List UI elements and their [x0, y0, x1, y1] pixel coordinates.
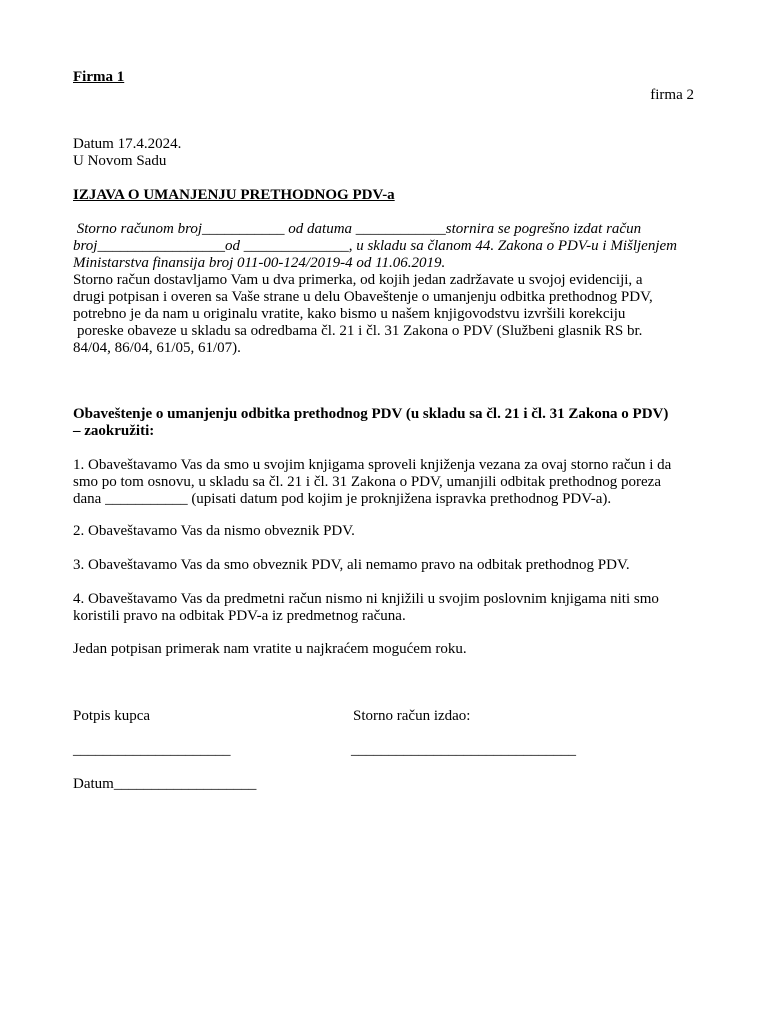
- document-date: Datum 17.4.2024.: [73, 136, 182, 152]
- option-1-line: smo po tom osnovu, u skladu sa čl. 21 i čl. 31 Zakona o PDV, umanjili odbitak prethodnog poreza: [73, 474, 661, 490]
- intro-italic-line: Storno računom broj___________ od datuma ____________stornira se pogrešno izdat račun: [73, 221, 642, 237]
- notice-heading-line: Obaveštenje o umanjenju odbitka prethodnog PDV (u skladu sa čl. 21 i čl. 31 Zakona o PDV): [73, 406, 669, 422]
- intro-paragraph-line: potrebno je da nam u originalu vratite, kako bismo u našem knjigovodstvu izvršili korekciju: [73, 306, 626, 322]
- issuer-signature-label: Storno račun izdao:: [353, 708, 471, 724]
- intro-paragraph-line: Storno račun dostavljamo Vam u dva primerka, od kojih jedan zadržavate u svojoj evidenciji, a: [73, 272, 643, 288]
- notice-heading-line: – zaokružiti:: [73, 423, 155, 439]
- intro-italic-line: broj_________________od ______________, u skladu sa članom 44. Zakona o PDV-u i Mišljenjem: [73, 238, 677, 254]
- buyer-signature-line: _____________________: [73, 742, 231, 758]
- document-title: IZJAVA O UMANJENJU PRETHODNOG PDV-a: [73, 187, 395, 203]
- option-4-line: koristili pravo na odbitak PDV-a iz predmetnog računa.: [73, 608, 406, 624]
- recipient-firm: firma 2: [650, 87, 694, 103]
- option-4-line: 4. Obaveštavamo Vas da predmetni račun nismo ni knjižili u svojim poslovnim knjigama niti smo: [73, 591, 659, 607]
- option-1-line: dana ___________ (upisati datum pod kojim je proknjižena ispravka prethodnog PDV-a).: [73, 491, 612, 507]
- intro-paragraph-line: drugi potpisan i overen sa Vaše strane u delu Obaveštenje o umanjenju odbitka prethodnog PDV,: [73, 289, 653, 305]
- option-3: 3. Obaveštavamo Vas da smo obveznik PDV, ali nemamo pravo na odbitak prethodnog PDV.: [73, 557, 630, 573]
- closing-request: Jedan potpisan primerak nam vratite u najkraćem mogućem roku.: [73, 641, 467, 657]
- document-place: U Novom Sadu: [73, 153, 167, 169]
- buyer-signature-label: Potpis kupca: [73, 708, 151, 724]
- sender-firm: Firma 1: [73, 69, 125, 85]
- intro-paragraph-line: poreske obaveze u skladu sa odredbama čl. 21 i čl. 31 Zakona o PDV (Službeni glasnik RS br.: [77, 323, 643, 339]
- intro-paragraph-line: 84/04, 86/04, 61/05, 61/07).: [73, 340, 241, 356]
- issuer-signature-line: ______________________________: [351, 742, 576, 758]
- option-1-line: 1. Obaveštavamo Vas da smo u svojim knjigama sproveli knjiženja vezana za ovaj storno račun i da: [73, 457, 672, 473]
- signature-date: Datum___________________: [73, 776, 257, 792]
- option-2: 2. Obaveštavamo Vas da nismo obveznik PDV.: [73, 523, 355, 539]
- intro-italic-line: Ministarstva finansija broj 011-00-124/2019-4 od 11.06.2019.: [73, 255, 446, 271]
